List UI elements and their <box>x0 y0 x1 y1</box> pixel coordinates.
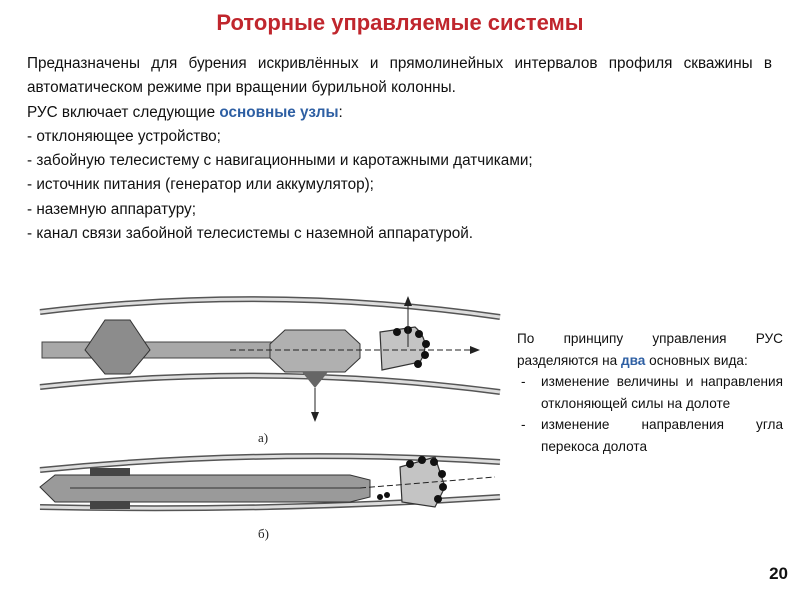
bit-cutter <box>434 495 442 503</box>
list-item <box>517 371 783 414</box>
main-text-block <box>27 52 772 246</box>
bearing-ball <box>377 494 383 500</box>
page-number: 20 <box>769 564 788 583</box>
bit-cutter <box>415 330 423 338</box>
slide-title: Роторные управляемые системы <box>216 10 584 35</box>
side-item-text: изменение величины и направления отклоняющей силы на долоте <box>541 374 783 411</box>
rss-diagram <box>30 292 510 542</box>
label-b: б) <box>258 526 269 541</box>
list-item: - наземную аппаратуру; <box>27 200 196 218</box>
list-item <box>517 414 783 457</box>
stabilizer-bottom-b <box>90 501 130 509</box>
bit-cutter <box>418 456 426 464</box>
components-accent: основные узлы <box>219 103 339 121</box>
side-intro-accent: два <box>620 352 646 368</box>
axis-arrow-a <box>470 346 480 354</box>
list-item: - источник питания (генератор или аккумулятор); <box>27 176 374 194</box>
bit-cutter <box>430 458 438 466</box>
intro-line-2: профиля скважины в автоматическом режиме при вращении бурильной <box>27 55 773 97</box>
deflection-housing-a <box>270 330 360 372</box>
side-intro-suffix: основных вида: <box>645 352 748 368</box>
label-a: а) <box>258 430 269 445</box>
bearing-ball <box>384 492 390 498</box>
bit-cutter <box>393 328 401 336</box>
side-list <box>517 371 783 457</box>
side-intro <box>517 328 783 371</box>
list-item: - забойную телесистему с навигационными и каротажными датчиками; <box>27 152 533 170</box>
force-arrow-up <box>404 296 412 306</box>
bullet-dash: - <box>521 374 526 389</box>
diagram-b <box>40 456 500 541</box>
stabilizer-a <box>85 320 150 374</box>
bit-cutter <box>406 460 414 468</box>
intro-line-1: Предназначены для бурения искривлённых и прямолинейных интервалов <box>27 55 598 72</box>
force-arrow-down <box>311 412 319 422</box>
intro-paragraph <box>27 52 772 101</box>
components-heading <box>27 101 772 125</box>
diagram-a <box>40 296 500 445</box>
bit-cutter <box>414 360 422 368</box>
stabilizer-top-b <box>90 468 130 476</box>
bit-cutter <box>438 470 446 478</box>
side-text-block <box>517 328 783 457</box>
bit-cutter <box>439 483 447 491</box>
components-suffix: : <box>338 103 343 121</box>
components-list <box>27 125 772 246</box>
side-intro-prefix: По принципу управления РУС разделяются на <box>517 331 783 368</box>
side-item-text: изменение направления угла перекоса долота <box>541 417 783 454</box>
bullet-dash: - <box>521 417 526 432</box>
components-prefix: РУС включает следующие <box>27 103 220 121</box>
intro-line-3: колонны. <box>391 79 456 97</box>
list-item: - отклоняющее устройство; <box>27 127 221 145</box>
list-item: - канал связи забойной телесистемы с наземной аппаратурой. <box>27 225 474 243</box>
bit-cutter <box>421 351 429 359</box>
bit-cutter <box>422 340 430 348</box>
